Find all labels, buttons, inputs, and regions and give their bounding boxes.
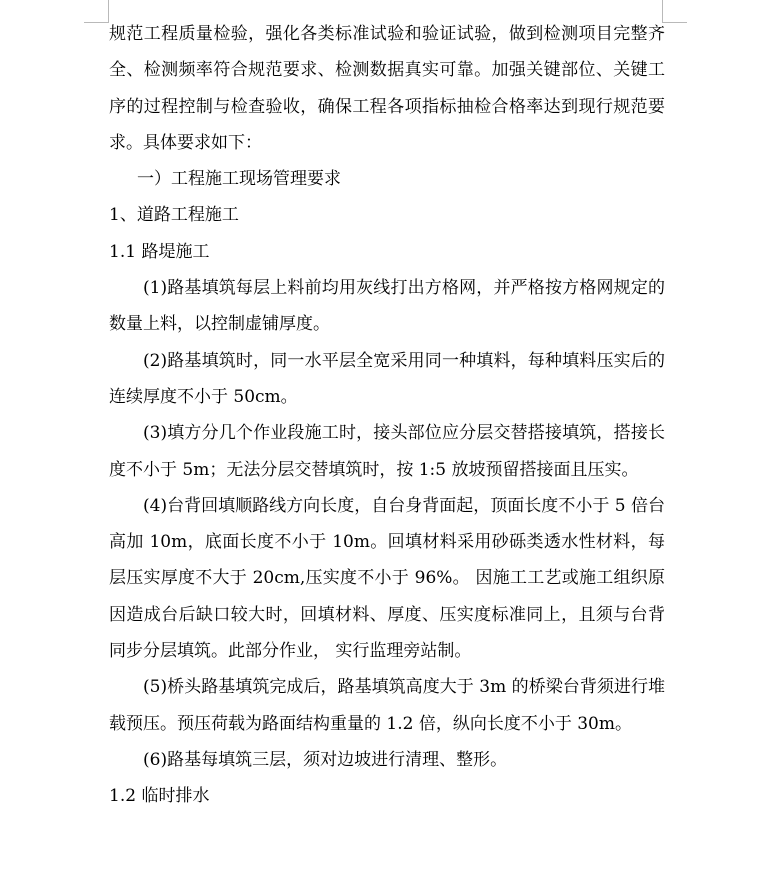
page-corner-mark-left (84, 0, 109, 23)
list-item: (5)桥头路基填筑完成后，路基填筑高度大于 3m 的桥梁台背须进行堆载预压。预压荷载为路面结构重量的 1.2 倍，纵向长度不小于 30m。 (109, 677, 665, 734)
list-item: (6)路基每填筑三层，须对边坡进行清理、整形。 (143, 749, 508, 770)
list-item: (3)填方分几个作业段施工时，接头部位应分层交替搭接填筑，搭接长度不小于 5m；无法分层交替填筑时，按 1:5 放坡预留搭接面且压实。 (109, 423, 665, 480)
document-body (109, 16, 665, 815)
list-item: (2)路基填筑时，同一水平层全宽采用同一种填料，每种填料压实后的连续厚度不小于 50cm。 (109, 350, 665, 407)
intro-paragraph: 规范工程质量检验，强化各类标准试验和验证试验，做到检测项目完整齐全、检测频率符合规范要求、检测数据真实可靠。加强关键部位、关键工序的过程控制与检查验收，确保工程各项指标抽检合格率达到现行规范要求。具体要求如下： (109, 24, 665, 153)
heading-temporary-drainage: 1.2 临时排水 (109, 786, 210, 807)
list-item: (1)路基填筑每层上料前均用灰线打出方格网，并严格按方格网规定的数量上料，以控制虚铺厚度。 (109, 278, 665, 335)
page-corner-mark-right (662, 0, 687, 23)
list-item: (4)台背回填顺路线方向长度，自台身背面起，顶面长度不小于 5 倍台高加 10m，底面长度不小于 10m。回填材料采用砂砾类透水性材料，每层压实厚度不大于 20cm,压实度不小于 96%。 因施工工艺或施工组织原因造成台后缺口较大时，回填材料、厚度、压实度标准同上，且须与台背同步分层填筑。此部分作业， 实行监理旁站制。 (109, 495, 665, 662)
heading-road-construction: 1、道路工程施工 (109, 205, 239, 226)
section-heading: 一）工程施工现场管理要求 (137, 169, 341, 190)
heading-embankment: 1.1 路堤施工 (109, 241, 210, 262)
